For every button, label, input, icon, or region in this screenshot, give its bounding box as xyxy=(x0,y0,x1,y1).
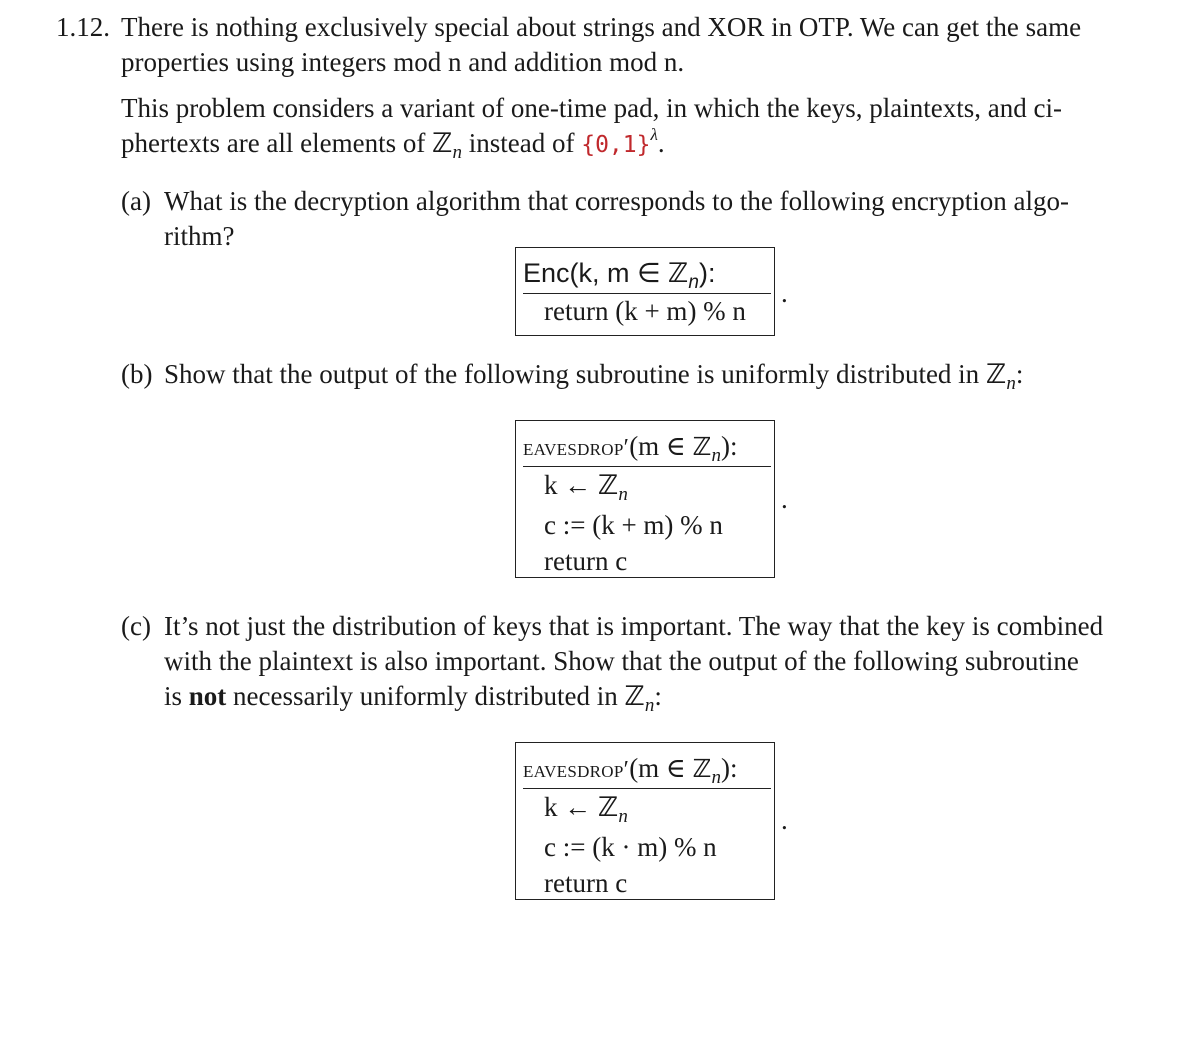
part-b-text: Show that the output of the following subroutine is uniformly distributed in ℤ$_n$: xyxy=(164,359,1024,394)
eavesdrop-add-return-line: return c xyxy=(544,546,628,576)
variant-line-1: This problem considers a variant of one-time pad, in which the keys, plaintexts, and ci- xyxy=(121,93,1062,123)
eavesdrop-add-compute-line: c := (k + m) % n xyxy=(544,510,723,540)
enc-box-header: Enc(k, m ∈ ℤ$_n$): xyxy=(523,257,771,294)
part-a-label: (a) xyxy=(121,186,151,216)
eavesdrop-mult-return-line: return c xyxy=(544,868,628,898)
part-a-text: What is the decryption algorithm that corresponds to the following encryption algo- rithm? xyxy=(164,186,1070,251)
eavesdrop-mult-period: . xyxy=(781,805,788,835)
zn-symbol: ℤ xyxy=(432,128,453,159)
enc-box-return-line: return (k + m) % n xyxy=(544,296,746,326)
part-b-label: (b) xyxy=(121,359,153,389)
intro-paragraph xyxy=(121,10,1151,80)
variant-paragraph xyxy=(121,91,1151,164)
enc-box-period: . xyxy=(781,278,788,308)
part-c-label: (c) xyxy=(121,611,151,641)
eavesdrop-add-sample-line: k ← ℤ$_n$ xyxy=(544,470,628,505)
enc-algorithm-box xyxy=(515,247,775,336)
intro-line-1: There is nothing exclusively special about strings and XOR in OTP. We can get the same xyxy=(121,12,1082,42)
part-c-text: It’s not just the distribution of keys that is important. The way that the key is combined with the plaintext is also important. Show that the output of the following subroutine is not necessarily uniformly distributed in ℤ$_n$: xyxy=(164,611,1104,716)
intro-line-2: properties using integers mod n and addition mod n. xyxy=(121,47,685,77)
emphasis-not: not xyxy=(188,681,227,711)
bit-set-literal: {0,1} xyxy=(581,132,651,158)
lambda-superscript: λ xyxy=(650,125,658,144)
eavesdrop-add-box xyxy=(515,420,775,578)
eavesdrop-add-period: . xyxy=(781,484,788,514)
eavesdrop-mult-header: eavesdrop′(m ∈ ℤ$_n$): xyxy=(523,752,771,789)
variant-line-2: phertexts are all elements of ℤ$_n$ instead of $\{0,1\}^\lambda$. xyxy=(121,125,665,163)
eavesdrop-mult-box xyxy=(515,742,775,900)
eavesdrop-mult-sample-line: k ← ℤ$_n$ xyxy=(544,792,628,827)
eavesdrop-add-header: eavesdrop′(m ∈ ℤ$_n$): xyxy=(523,430,771,467)
eavesdrop-mult-compute-line: c := (k · m) % n xyxy=(544,832,717,862)
problem-number: 1.12. xyxy=(56,12,110,42)
